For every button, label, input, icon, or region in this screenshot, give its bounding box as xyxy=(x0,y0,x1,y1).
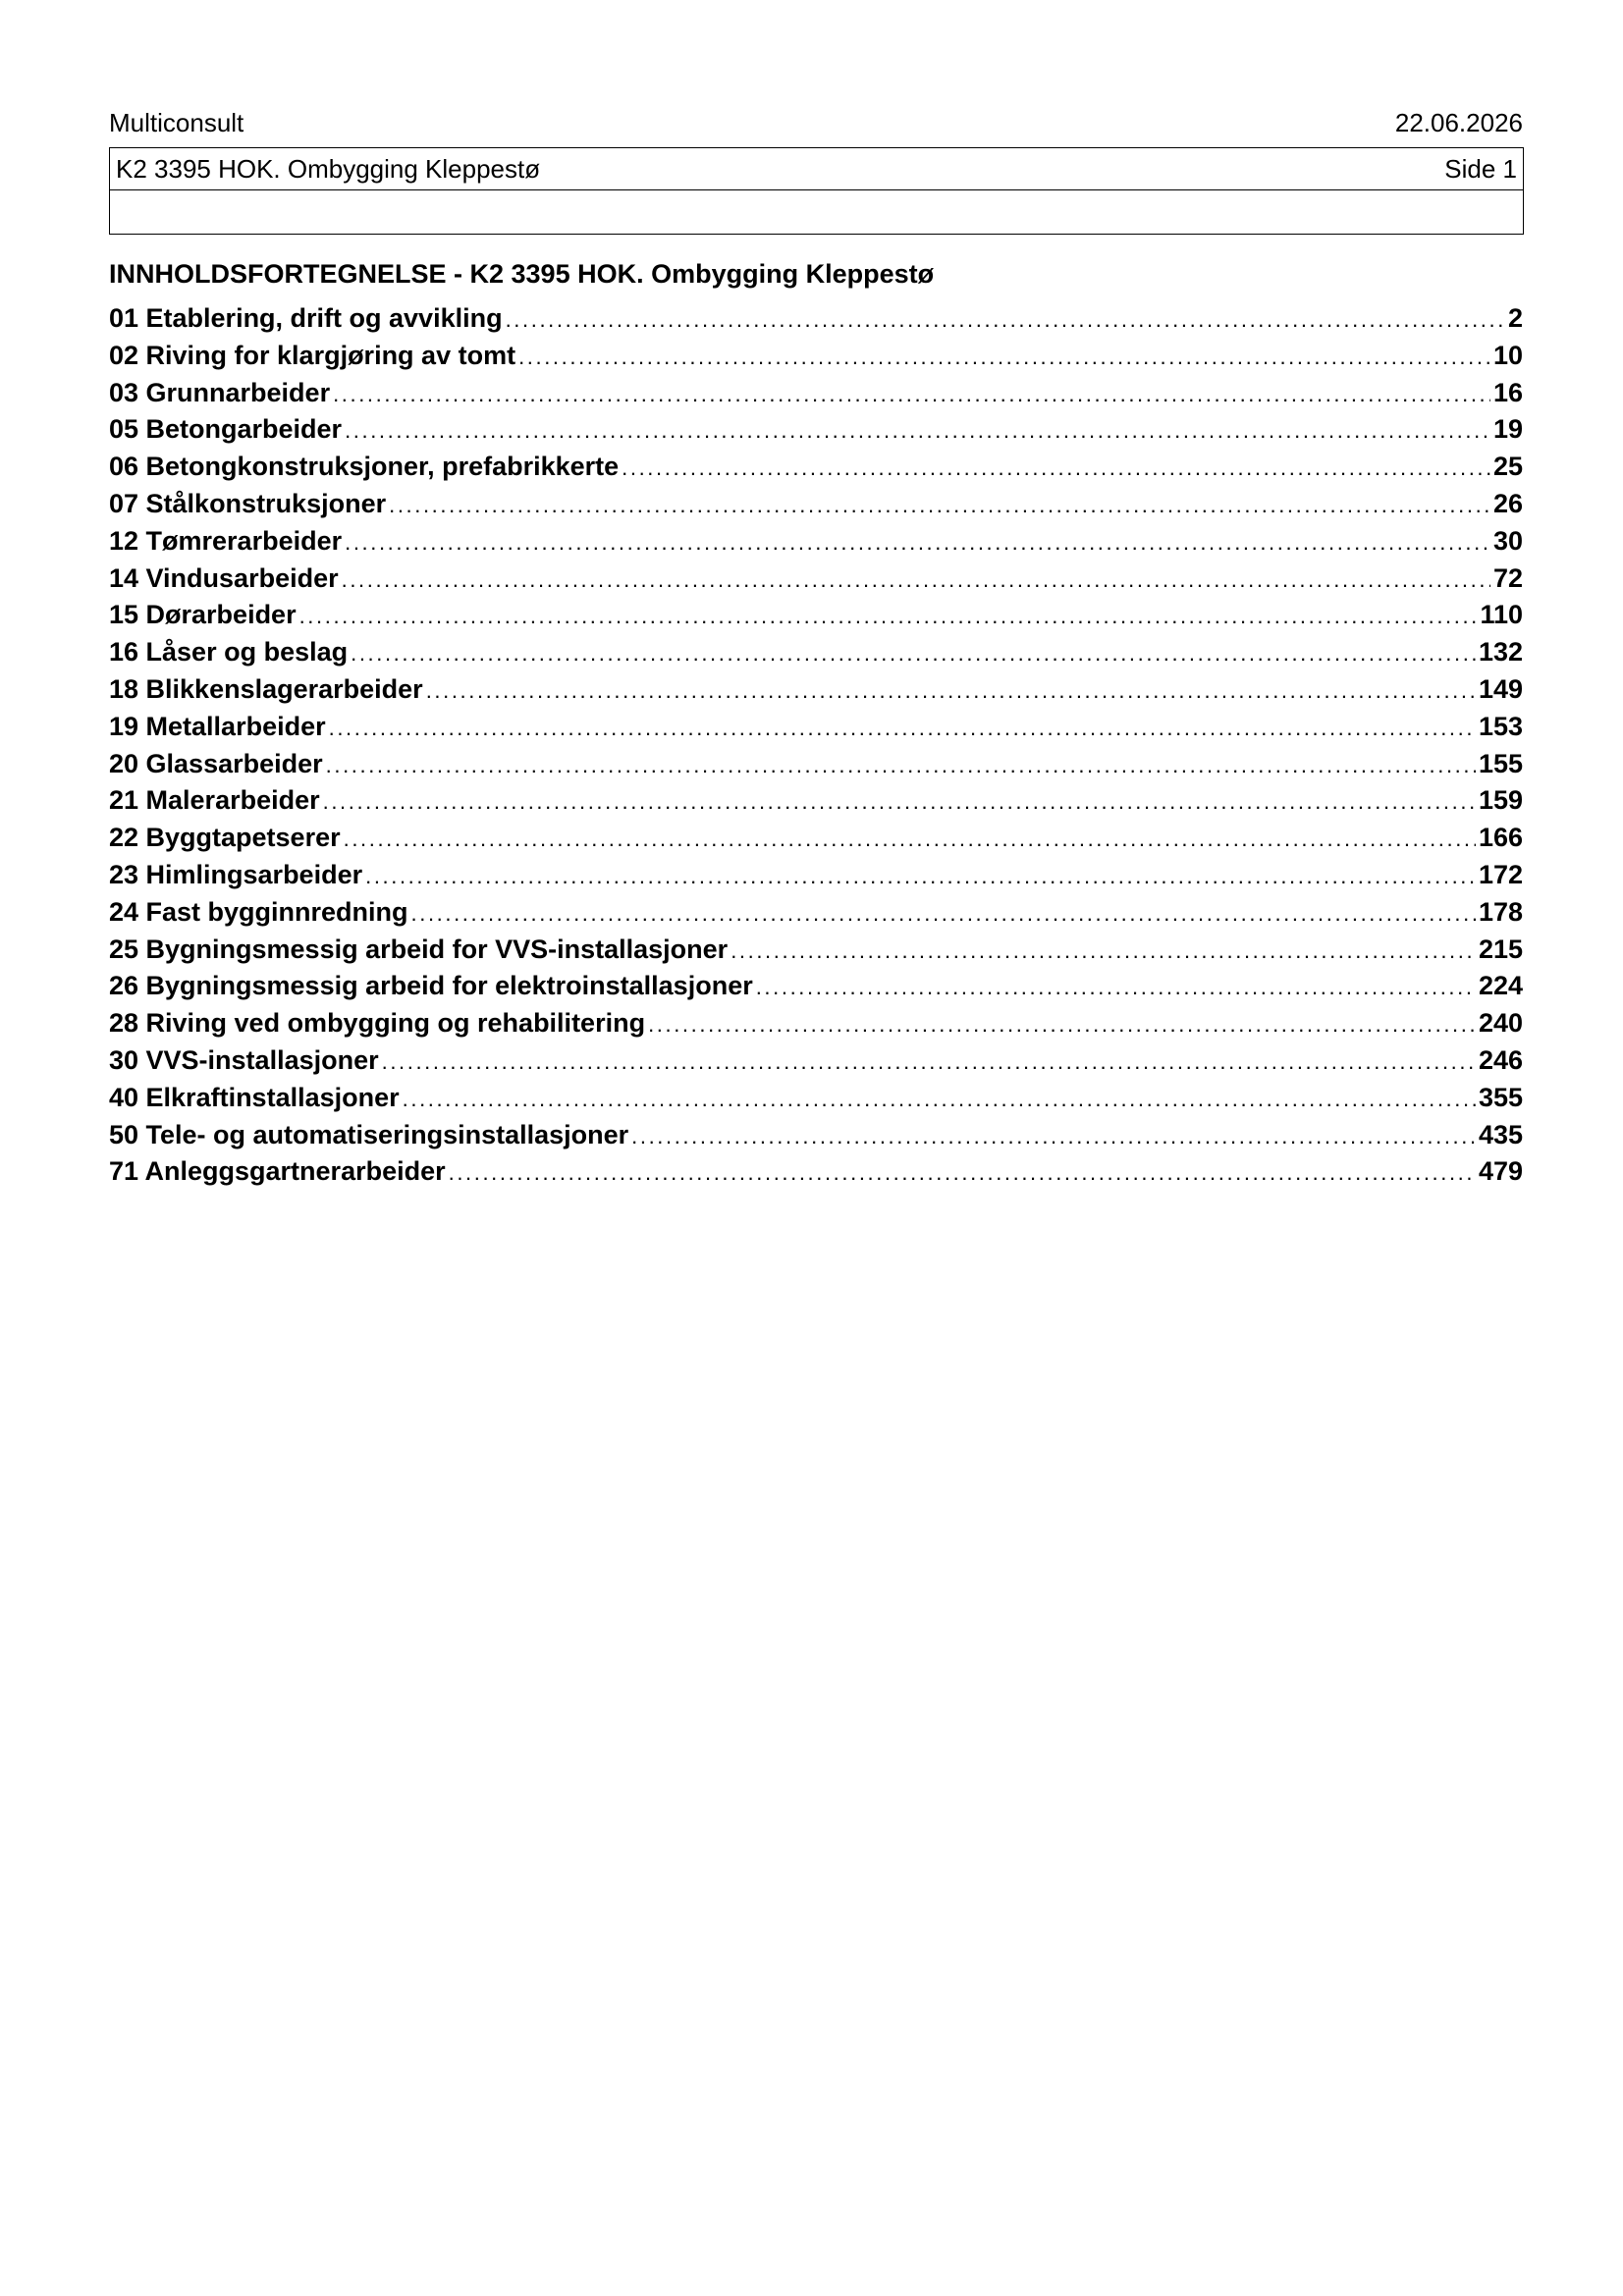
toc-item-label: 21 Malerarbeider xyxy=(109,785,320,816)
company-name: Multiconsult xyxy=(109,108,244,137)
document-date: 22.06.2026 xyxy=(1394,108,1523,137)
toc-item[interactable] xyxy=(109,712,1523,749)
toc-item-label: 03 Grunnarbeider xyxy=(109,377,331,407)
toc-item-page: 178 xyxy=(1478,896,1523,927)
toc-item[interactable] xyxy=(109,674,1523,712)
toc-item-page: 166 xyxy=(1478,823,1523,853)
toc-item-label: 05 Betongarbeider xyxy=(109,414,343,445)
toc-item-page: 246 xyxy=(1478,1044,1523,1075)
toc-item[interactable] xyxy=(109,897,1523,934)
toc-leader-dots xyxy=(345,530,1490,556)
toc-item-label: 18 Blikkenslagerarbeider xyxy=(109,673,423,704)
toc-item-page: 2 xyxy=(1507,303,1523,333)
toc-item[interactable] xyxy=(109,526,1523,563)
page-header xyxy=(109,106,1523,139)
toc-item-page: 240 xyxy=(1478,1008,1523,1039)
toc-item-page: 355 xyxy=(1478,1082,1523,1112)
toc-item-label: 12 Tømrerarbeider xyxy=(109,525,343,556)
toc-leader-dots xyxy=(449,1160,1476,1186)
toc-leader-dots xyxy=(333,382,1490,407)
toc-item-page: 155 xyxy=(1478,748,1523,778)
toc-item[interactable] xyxy=(109,785,1523,823)
toc-item[interactable] xyxy=(109,1156,1523,1194)
header-box xyxy=(109,147,1524,235)
toc-item-page: 153 xyxy=(1478,711,1523,741)
toc-leader-dots xyxy=(351,641,1476,667)
toc-item-page: 149 xyxy=(1478,673,1523,704)
toc-item-label: 02 Riving for klargjøring av tomt xyxy=(109,340,516,370)
toc-item[interactable] xyxy=(109,749,1523,786)
toc-item-label: 20 Glassarbeider xyxy=(109,748,323,778)
toc-leader-dots xyxy=(518,345,1490,370)
toc-item[interactable] xyxy=(109,860,1523,897)
toc-item[interactable] xyxy=(109,637,1523,674)
toc-item-page: 215 xyxy=(1478,934,1523,964)
toc-leader-dots xyxy=(403,1087,1476,1112)
toc-item-page: 30 xyxy=(1492,525,1523,556)
header-empty-row xyxy=(110,190,1523,234)
toc-leader-dots xyxy=(622,455,1490,481)
project-row xyxy=(110,148,1523,190)
toc-item[interactable] xyxy=(109,1120,1523,1157)
toc-item[interactable] xyxy=(109,563,1523,601)
toc-item-label: 26 Bygningsmessig arbeid for elektroinstallasjoner xyxy=(109,971,753,1001)
toc-leader-dots xyxy=(326,753,1476,778)
toc-item[interactable] xyxy=(109,452,1523,489)
toc-item-page: 159 xyxy=(1478,785,1523,816)
toc-leader-dots xyxy=(329,716,1476,741)
toc-item-label: 50 Tele- og automatiseringsinstallasjoner xyxy=(109,1119,629,1149)
toc-item-label: 22 Byggtapetserer xyxy=(109,823,341,853)
toc-item-label: 30 VVS-installasjoner xyxy=(109,1044,379,1075)
toc-leader-dots xyxy=(648,1012,1476,1038)
toc-item-page: 110 xyxy=(1480,600,1523,630)
toc-leader-dots xyxy=(389,493,1490,518)
toc-item-label: 71 Anleggsgartnerarbeider xyxy=(109,1156,446,1187)
document-page xyxy=(109,106,1523,1194)
toc-item[interactable] xyxy=(109,378,1523,415)
toc-leader-dots xyxy=(323,789,1476,815)
toc-item-page: 72 xyxy=(1492,562,1523,593)
toc-item-label: 28 Riving ved ombygging og rehabilitering xyxy=(109,1008,646,1039)
toc-leader-dots xyxy=(506,307,1505,333)
toc-item[interactable] xyxy=(109,1083,1523,1120)
toc-item-page: 10 xyxy=(1492,340,1523,370)
project-title: K2 3395 HOK. Ombygging Kleppestø xyxy=(116,153,541,184)
toc-title: INNHOLDSFORTEGNELSE - K2 3395 HOK. Ombygging Kleppestø xyxy=(109,259,935,289)
toc-item-page: 435 xyxy=(1478,1119,1523,1149)
toc-item-page: 172 xyxy=(1478,859,1523,889)
toc-leader-dots xyxy=(342,567,1490,593)
toc-item-label: 23 Himlingsarbeider xyxy=(109,859,363,889)
toc-item-label: 14 Vindusarbeider xyxy=(109,562,339,593)
toc-item-label: 07 Stålkonstruksjoner xyxy=(109,488,387,518)
toc-leader-dots xyxy=(756,975,1476,1000)
toc-item[interactable] xyxy=(109,934,1523,972)
toc-item-label: 01 Etablering, drift og avvikling xyxy=(109,303,503,333)
toc-item[interactable] xyxy=(109,303,1523,341)
toc-leader-dots xyxy=(382,1049,1476,1075)
toc-item-label: 25 Bygningsmessig arbeid for VVS-installasjoner xyxy=(109,934,729,964)
toc-item-label: 19 Metallarbeider xyxy=(109,711,326,741)
toc-item[interactable] xyxy=(109,823,1523,860)
toc-item[interactable] xyxy=(109,414,1523,452)
toc-list xyxy=(109,303,1523,1194)
toc-item-page: 26 xyxy=(1492,488,1523,518)
toc-item-label: 16 Låser og beslag xyxy=(109,637,349,667)
toc-item-label: 40 Elkraftinstallasjoner xyxy=(109,1082,400,1112)
toc-item-label: 06 Betongkonstruksjoner, prefabrikkerte xyxy=(109,452,620,482)
toc-item[interactable] xyxy=(109,489,1523,526)
toc-item[interactable] xyxy=(109,341,1523,378)
toc-item-page: 479 xyxy=(1478,1156,1523,1187)
toc-item[interactable] xyxy=(109,1008,1523,1045)
toc-leader-dots xyxy=(344,827,1476,852)
toc-leader-dots xyxy=(426,678,1476,704)
toc-item-page: 19 xyxy=(1492,414,1523,445)
toc-leader-dots xyxy=(730,938,1476,964)
toc-leader-dots xyxy=(411,901,1476,927)
page-number: Side 1 xyxy=(1444,153,1517,184)
toc-item[interactable] xyxy=(109,971,1523,1008)
toc-leader-dots xyxy=(365,864,1476,889)
toc-item-label: 24 Fast bygginnredning xyxy=(109,896,408,927)
toc-item-label: 15 Dørarbeider xyxy=(109,600,297,630)
toc-item-page: 25 xyxy=(1492,452,1523,482)
toc-leader-dots xyxy=(345,418,1490,444)
toc-leader-dots xyxy=(631,1124,1476,1149)
toc-leader-dots xyxy=(299,604,1478,629)
toc-item[interactable] xyxy=(109,600,1523,637)
toc-item-page: 132 xyxy=(1478,637,1523,667)
toc-item-page: 16 xyxy=(1492,377,1523,407)
toc-item[interactable] xyxy=(109,1045,1523,1083)
toc-item-page: 224 xyxy=(1478,971,1523,1001)
